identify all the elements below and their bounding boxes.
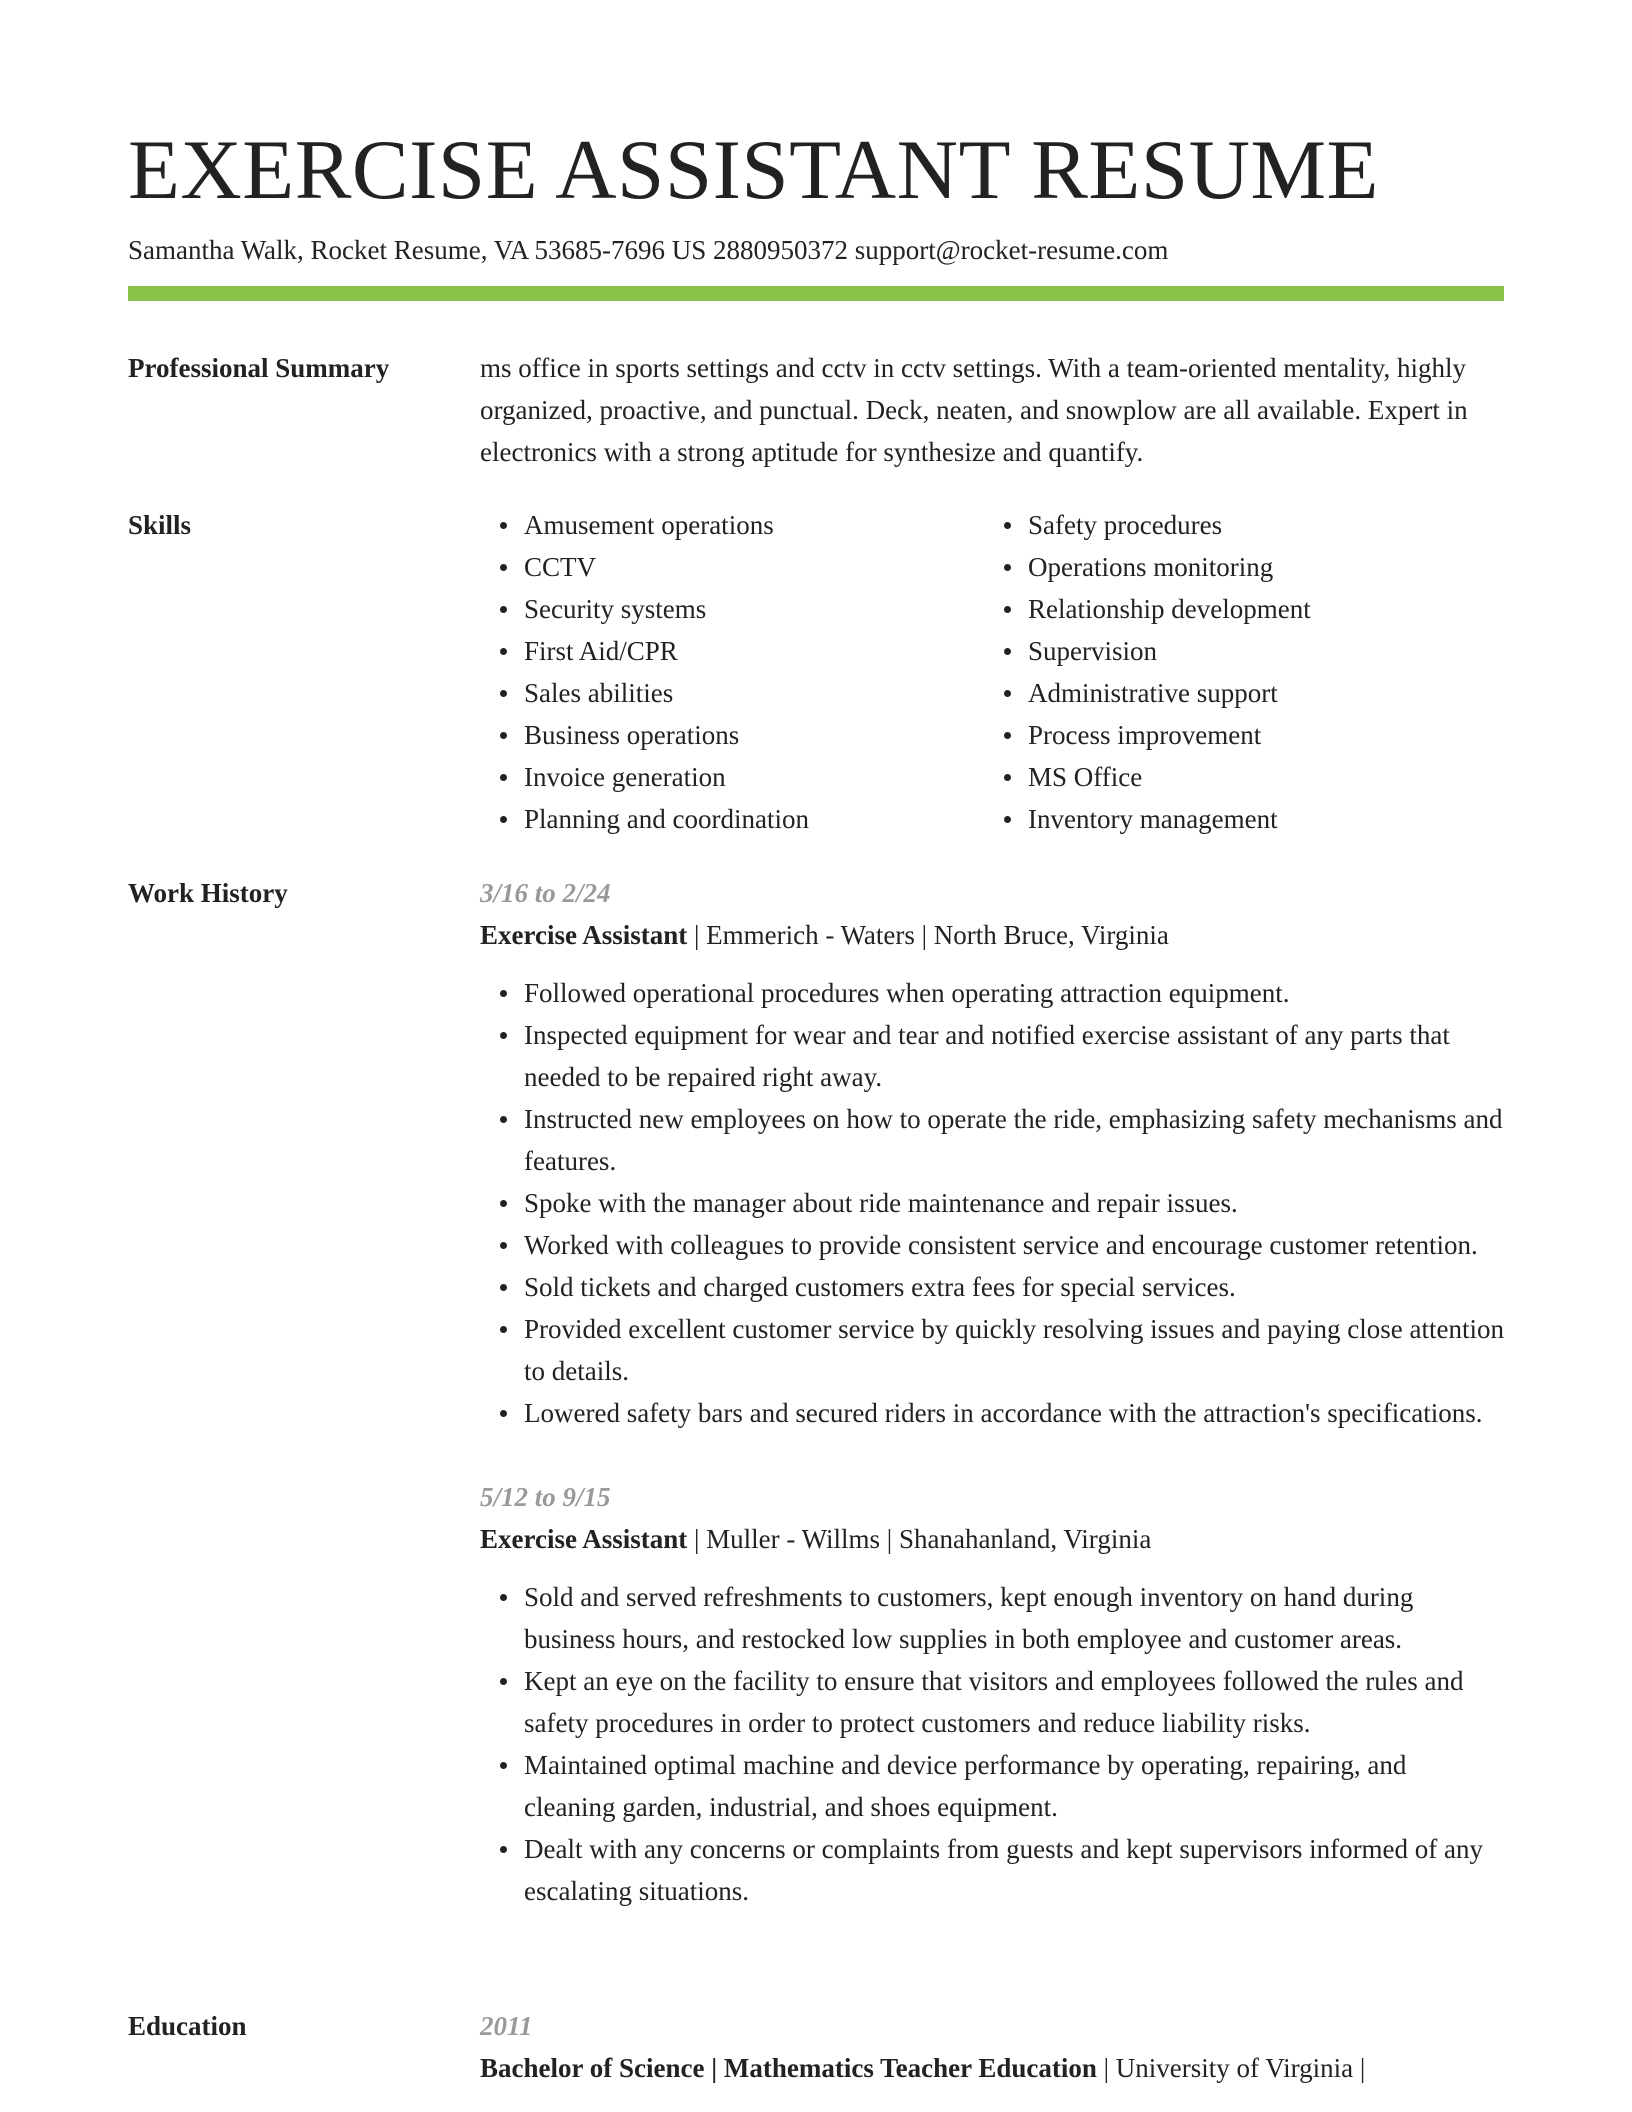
skills-body [480, 504, 1504, 840]
skill-item: Amusement operations [524, 504, 984, 546]
duty-item: Provided excellent customer service by quickly resolving issues and paying close attention to details. [524, 1308, 1504, 1392]
skill-item: Invoice generation [524, 756, 984, 798]
duty-item: Sold tickets and charged customers extra fees for special services. [524, 1266, 1504, 1308]
job-dates: 5/12 to 9/15 [480, 1482, 611, 1512]
duty-item: Sold and served refreshments to customers, kept enough inventory on hand during business hours, and restocked low supplies in both employee and customer areas. [524, 1576, 1504, 1660]
contact-info: Samantha Walk, Rocket Resume, VA 53685-7696 US 2880950372 support@rocket-resume.com [128, 235, 1169, 265]
skill-item: CCTV [524, 546, 984, 588]
job-header [480, 1518, 1504, 1560]
header-divider [128, 286, 1504, 301]
resume-title: EXERCISE ASSISTANT RESUME [128, 123, 1379, 217]
duty-item: Followed operational procedures when operating attraction equipment. [524, 972, 1504, 1014]
education-line [480, 2047, 1504, 2089]
duty-item: Dealt with any concerns or complaints from guests and kept supervisors informed of any escalating situations. [524, 1828, 1504, 1912]
summary-text: ms office in sports settings and cctv in cctv settings. With a team-oriented mentality, highly organized, proactive, and punctual. Deck, neaten, and snowplow are all available. Expert in electronics with a strong aptitude for synthesize and quantify. [480, 353, 1468, 467]
education-heading: Education [128, 2011, 247, 2041]
job-duties [480, 972, 1504, 1434]
skills-heading: Skills [128, 510, 192, 540]
job-title: Exercise Assistant [480, 1524, 688, 1554]
skill-item: Security systems [524, 588, 984, 630]
school: | University of Virginia | [1096, 2053, 1366, 2083]
skill-item: Planning and coordination [524, 798, 984, 840]
skill-item: Safety procedures [1028, 504, 1488, 546]
education-body [480, 2005, 1504, 2089]
duty-item: Spoke with the manager about ride maintenance and repair issues. [524, 1182, 1504, 1224]
summary-heading: Professional Summary [128, 353, 390, 383]
work-history-heading: Work History [128, 878, 288, 908]
duty-item: Kept an eye on the facility to ensure that visitors and employees followed the rules and safety procedures in order to protect customers and reduce liability risks. [524, 1660, 1504, 1744]
job-dates: 3/16 to 2/24 [480, 878, 611, 908]
job-duties [480, 1576, 1504, 1912]
skill-item: Inventory management [1028, 798, 1488, 840]
skill-item: Operations monitoring [1028, 546, 1488, 588]
skill-item: Process improvement [1028, 714, 1488, 756]
skill-item: First Aid/CPR [524, 630, 984, 672]
skill-item: MS Office [1028, 756, 1488, 798]
duty-item: Instructed new employees on how to operate the ride, emphasizing safety mechanisms and features. [524, 1098, 1504, 1182]
duty-item: Maintained optimal machine and device performance by operating, repairing, and cleaning garden, industrial, and shoes equipment. [524, 1744, 1504, 1828]
duty-item: Lowered safety bars and secured riders in accordance with the attraction's specifications. [524, 1392, 1504, 1434]
education-year: 2011 [480, 2011, 533, 2041]
degree: Bachelor of Science | Mathematics Teacher Education [480, 2053, 1097, 2083]
job-header [480, 914, 1504, 956]
summary-body [480, 347, 1504, 473]
work-history-body [480, 872, 1504, 1912]
skills-list-right [984, 504, 1488, 840]
skill-item: Supervision [1028, 630, 1488, 672]
job-title: Exercise Assistant [480, 920, 688, 950]
duty-item: Worked with colleagues to provide consistent service and encourage customer retention. [524, 1224, 1504, 1266]
job-entry [480, 1476, 1504, 1912]
duty-item: Inspected equipment for wear and tear and notified exercise assistant of any parts that needed to be repaired right away. [524, 1014, 1504, 1098]
skill-item: Business operations [524, 714, 984, 756]
skill-item: Relationship development [1028, 588, 1488, 630]
skills-list-left [480, 504, 984, 840]
job-details: | Muller - Willms | Shanahanland, Virginia [687, 1524, 1152, 1554]
skill-item: Sales abilities [524, 672, 984, 714]
job-details: | Emmerich - Waters | North Bruce, Virginia [687, 920, 1169, 950]
job-entry [480, 872, 1504, 1434]
skill-item: Administrative support [1028, 672, 1488, 714]
